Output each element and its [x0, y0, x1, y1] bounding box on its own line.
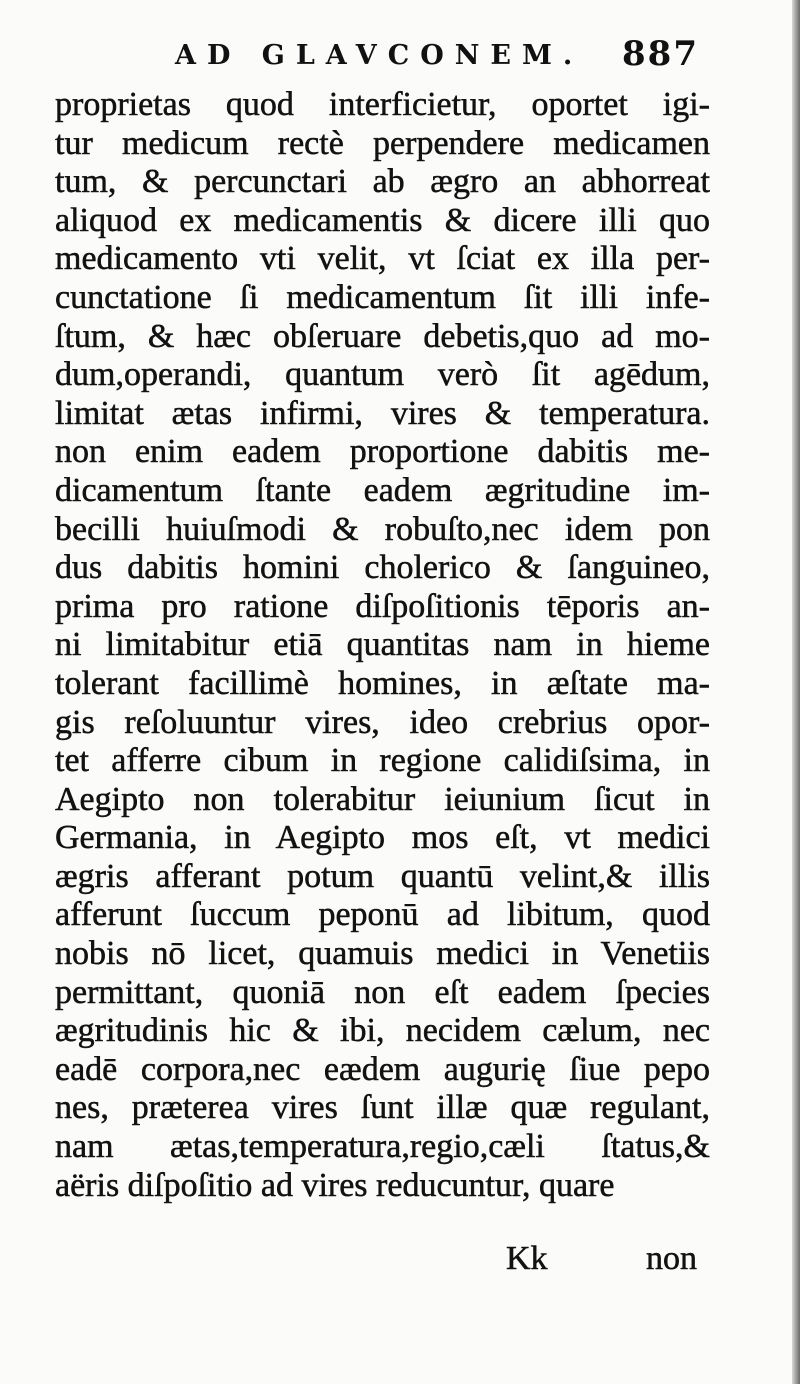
text-line: aliquod ex medicamentis & dicere illi quo: [55, 201, 710, 239]
text-line: tolerant facillimè homines, in æſtate ma-: [55, 664, 710, 702]
text-line: ſtum, & hæc obſeruare debetis,quo ad mo-: [55, 317, 710, 355]
text-line: ægritudinis hic & ibi, necidem cælum, nec: [55, 1012, 710, 1050]
text-line: non enim eadem proportione dabitis me-: [55, 433, 710, 471]
catchword: non: [646, 1240, 697, 1277]
page-gutter-shadow: [792, 0, 800, 1384]
text-line: tet afferre cibum in regione calidiſsima, in: [55, 742, 710, 780]
text-line: Aegipto non tolerabitur ieiunium ſicut in: [55, 780, 710, 818]
text-line: dicamentum ſtante eadem ægritudine im-: [55, 471, 710, 509]
text-line: prima pro ratione diſpoſitionis tēporis an-: [55, 587, 710, 625]
text-line: cunctatione ſi medicamentum ſit illi infe-: [55, 278, 710, 316]
body-text: [55, 86, 710, 1205]
text-line: ægris afferant potum quantū velint,& illis: [55, 857, 710, 895]
running-title: AD GLAVCONEM.: [175, 40, 584, 71]
text-line: aëris diſpoſitio ad vires reducuntur, quare: [55, 1166, 615, 1204]
text-line: limitat ætas infirmi, vires & temperatura.: [55, 394, 710, 432]
text-line: dus dabitis homini cholerico & ſanguineo,: [55, 549, 710, 587]
text-line: nes, præterea vires ſunt illæ quæ regulant,: [55, 1089, 710, 1127]
text-line: proprietas quod interficietur, oportet igi-: [55, 86, 710, 123]
text-line: eadē corpora,nec eædem augurię ſiue pepo: [55, 1050, 710, 1088]
page-number: 887: [622, 34, 699, 74]
text-line: nobis nō licet, quamuis medici in Venetiis: [55, 935, 710, 973]
signature-mark: Kk: [506, 1240, 548, 1277]
text-line: nam ætas,temperatura,regio,cæli ſtatus,&: [55, 1128, 710, 1166]
text-line: permittant, quoniā non eſt eadem ſpecies: [55, 973, 710, 1011]
page-footer: [0, 1240, 800, 1300]
text-line: gis reſoluuntur vires, ideo crebrius opor-: [55, 703, 710, 741]
text-line: medicamento vti velit, vt ſciat ex illa per-: [55, 240, 710, 278]
text-line: ni limitabitur etiā quantitas nam in hieme: [55, 626, 710, 664]
text-line: becilli huiuſmodi & robuſto,nec idem pon: [55, 510, 710, 548]
text-line: tur medicum rectè perpendere medicamen: [55, 124, 710, 162]
text-line: tum, & percunctari ab ægro an abhorreat: [55, 163, 710, 201]
text-line: Germania, in Aegipto mos eſt, vt medici: [55, 819, 710, 857]
text-line: dum,operandi, quantum verò ſit agēdum,: [55, 356, 710, 394]
running-head: [0, 34, 800, 84]
text-line: afferunt ſuccum peponū ad libitum, quod: [55, 896, 710, 934]
